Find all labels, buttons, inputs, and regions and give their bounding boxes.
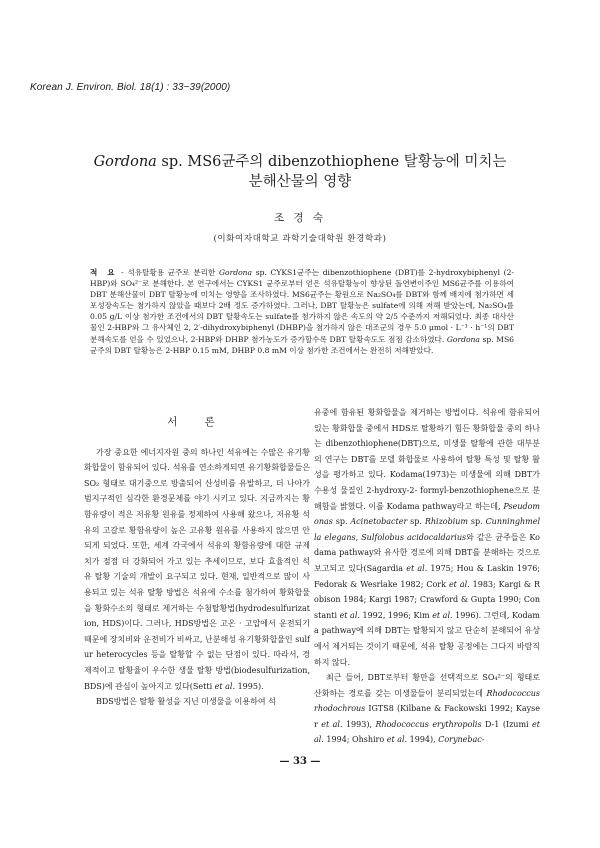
paragraph: BDS방법은 탈황 활성을 지닌 미생물을 이용하여 석 [96, 697, 276, 707]
paragraph-text: 최근 들어, DBT로부터 황만을 선택적으로 SO₄²⁻의 형태로 산화하는 경로를 갖는 미생물들이 분리되었는데 [314, 673, 540, 698]
species-name: Pseudomonas [314, 501, 540, 527]
author-name: 조 경 숙 [273, 212, 327, 224]
paragraph-text: 1993), [342, 719, 376, 729]
species-name: Corynebac- [438, 735, 485, 745]
abstract [90, 267, 514, 356]
paragraph [314, 670, 540, 748]
abstract-label: 적 요 [90, 268, 118, 277]
abstract-text: sp. CYKS1균주는 dibenzothiophene (DBT)를 2-hydroxybiphenyl (2-HBP)와 SO₄²⁻로 분해한다. 본 연구에서는 CYKS1 균주로부터 얻은 석유탈황능이 향상된 돌연변이주인 MS6균주를 이용하여 DBT 분해산물이 DBT 탈황능에 미치는 영향을 조사하였다. MS6균주는 황원으로 Na₂SO₄를 DBT와 함께 배지에 첨가하면 세포성장속도는 첨가하지 않았을 때보다 2배 정도 증가하였다. 그러나, DBT 탈황능은 sulfate에 의해 저해 받았는데, Na₂SO₄를 0.05 g/L 이상 첨가한 조건에서의 DBT 탈황속도는 sulfate를 첨가하지 않은 속도의 약 2/5 수준까지 저해되었다. 최종 대사산물인 2-HBP와 그 유사체인 2, 2′-dihydroxybiphenyl (DHBP)을 첨가하지 않은 대조군의 경우 5.0 μmol · L⁻¹ · h⁻¹의 DBT 분해속도를 얻을 수 있었으나, 2-HBP와 DHBP 첨가농도가 증가할수록 DBT 탈황속도도 점점 감소하였다. [90, 268, 514, 344]
paragraph-text: 와 같은 균주들은 Kodama pathway와 유사한 경로에 의해 DBT를 분해하는 것으로 보고되고 있다(Sagardia [314, 532, 540, 573]
paragraph-text: 1994), [407, 735, 439, 745]
title-line-2: 분해산물의 영향 [248, 174, 352, 190]
species-name: Rhizobium [424, 517, 469, 527]
citation-etal: et al. [321, 719, 343, 729]
citation-etal: et al. [448, 579, 470, 589]
paragraph-text: sp. [407, 517, 425, 527]
paragraph [314, 405, 540, 670]
paragraph-text: 1994; Ohshiro [323, 735, 387, 745]
left-column [84, 405, 310, 710]
abstract-text: - 석유탈황용 균주로 분리한 [117, 268, 219, 277]
abstract-text: sp. MS6균주의 DBT 탈황능은 2-HBP 0.15 mM, DHBP 0.8 mM 이상 첨가한 조건에서는 완전히 저해받았다. [90, 334, 514, 355]
paragraph-text: D-1 (Izumi [481, 719, 533, 729]
paragraph [84, 445, 310, 695]
species-name: Rhodococcus rhodochrous [314, 688, 540, 714]
article-title [40, 152, 560, 192]
paragraph-text: sp. [468, 517, 486, 527]
citation-etal: et al. [214, 681, 236, 691]
section-heading: 서 론 [167, 416, 227, 428]
abstract-italic: Gordona [446, 334, 480, 344]
paragraph-text: 가장 중요한 에너지자원 중의 하나인 석유에는 수많은 유기황화합물이 함유되어 있다. 석유를 연소하게되면 유기황화합물들은 SO₂ 형태로 대기중으로 방출되어 산성비를 유발하고, 더 나아가 범지구적인 심각한 환경문제를 야기 시키고 있다. 지금까지는 황함유량이 적은 저유황 원유를 정제하여 사용해 왔으나, 저유황 석유의 고갈로 황함유량이 높은 고유황 원유를 사용하지 않으면 안되게 되었다. 또한, 세계 각국에서 석유의 황함유량에 대한 규제치가 점점 더 강화되어 가고 있는 추세이므로, 보다 효율적인 석유 탈황 기술의 개발이 요구되고 있다. 현재, 일반적으로 많이 사용되고 있는 석유 탈황 방법은 석유에 수소를 첨가하여 황화합물을 황화수소의 형태로 제거하는 수첨탈황법(hydrodesulfurization, HDS)이다. 그러나, HDS방법은 고온 · 고압에서 운전되기 때문에 장치비와 운전비가 비싸고, 난분해성 유기황화합물인 sulfur heterocycles 등을 탈황할 수 없는 단점이 있다. 따라서, 경제적이고 탈황율이 우수한 생물 탈황 방법(biodesulfurization, BDS)에 관심이 높아지고 있다(Setti [84, 447, 310, 691]
paragraph-text: IGTS8 (Kilbane & Fackowski 1992; Kayser [314, 704, 540, 729]
right-column [314, 405, 540, 748]
paragraph-text: 유중에 함유된 황화합물을 제거하는 방법이다. 석유에 함유되어 있는 황화합물 중에서 HDS로 탈황하기 힘든 황화합물 중의 하나는 dibenzothiophene(DBT)으로, 미생물 탈황에 관한 대부분의 연구는 DBT를 모델 화합물로 사용하여 탈황 특성 및 탈황 활성을 평가하고 있다. Kodama(1973)는 미생물에 의해 DBT가 수용성 물질인 2-hydroxy-2- formyl-benzothiophene으로 분해함을 밝혔다. 이를 Kodama pathway라고 하는데, [314, 408, 540, 511]
citation-etal: et al. [432, 610, 453, 620]
title-genus: Gordona [93, 154, 157, 170]
page-number: — 33 — [279, 756, 321, 767]
paragraph-text: sp. [332, 517, 351, 527]
paragraph-text: 1983; Kargi & Robison 1984; Kargi 1987; Crawford & Gupta 1990; Constanti [314, 579, 540, 620]
citation-etal: et al. [386, 735, 408, 745]
species-name: Cunninghmella elegans, Sulfolobus acidocaldarius [314, 517, 541, 542]
title-line-1-rest: sp. MS6균주의 dibenzothiophene 탈황능에 미치는 [156, 154, 507, 170]
species-name: Acinetobacter [350, 517, 408, 527]
title-line-1 [40, 152, 560, 172]
running-head: Korean J. Environ. Biol. 18(1) : 33~39(2000) [30, 82, 231, 93]
citation-etal: et al. [406, 563, 428, 573]
paragraph-text: 1992, 1996; Kim [359, 610, 433, 620]
citation-etal: et al. [339, 610, 360, 620]
paragraph-text: 1975; Hou & Laskin 1976; Fedorak & Wesrlake 1982; Cork [314, 563, 541, 589]
species-name: Rhodococcus erythropolis [375, 719, 482, 729]
author-affiliation: (이화여자대학교 과학기술대학원 환경학과) [213, 234, 387, 244]
paragraph-text: 1996). 그런데, Kodama pathway에 의해 DBT는 탈황되지 않고 단순히 분해되어 유상에서 제거되는 것이기 때문에, 석유 탈황 공정에는 그다지 바람직하지 않다. [314, 610, 540, 667]
citation-etal: et al. [314, 719, 540, 745]
abstract-italic: Gordona [218, 268, 253, 277]
paragraph-text: 1995). [235, 681, 264, 691]
